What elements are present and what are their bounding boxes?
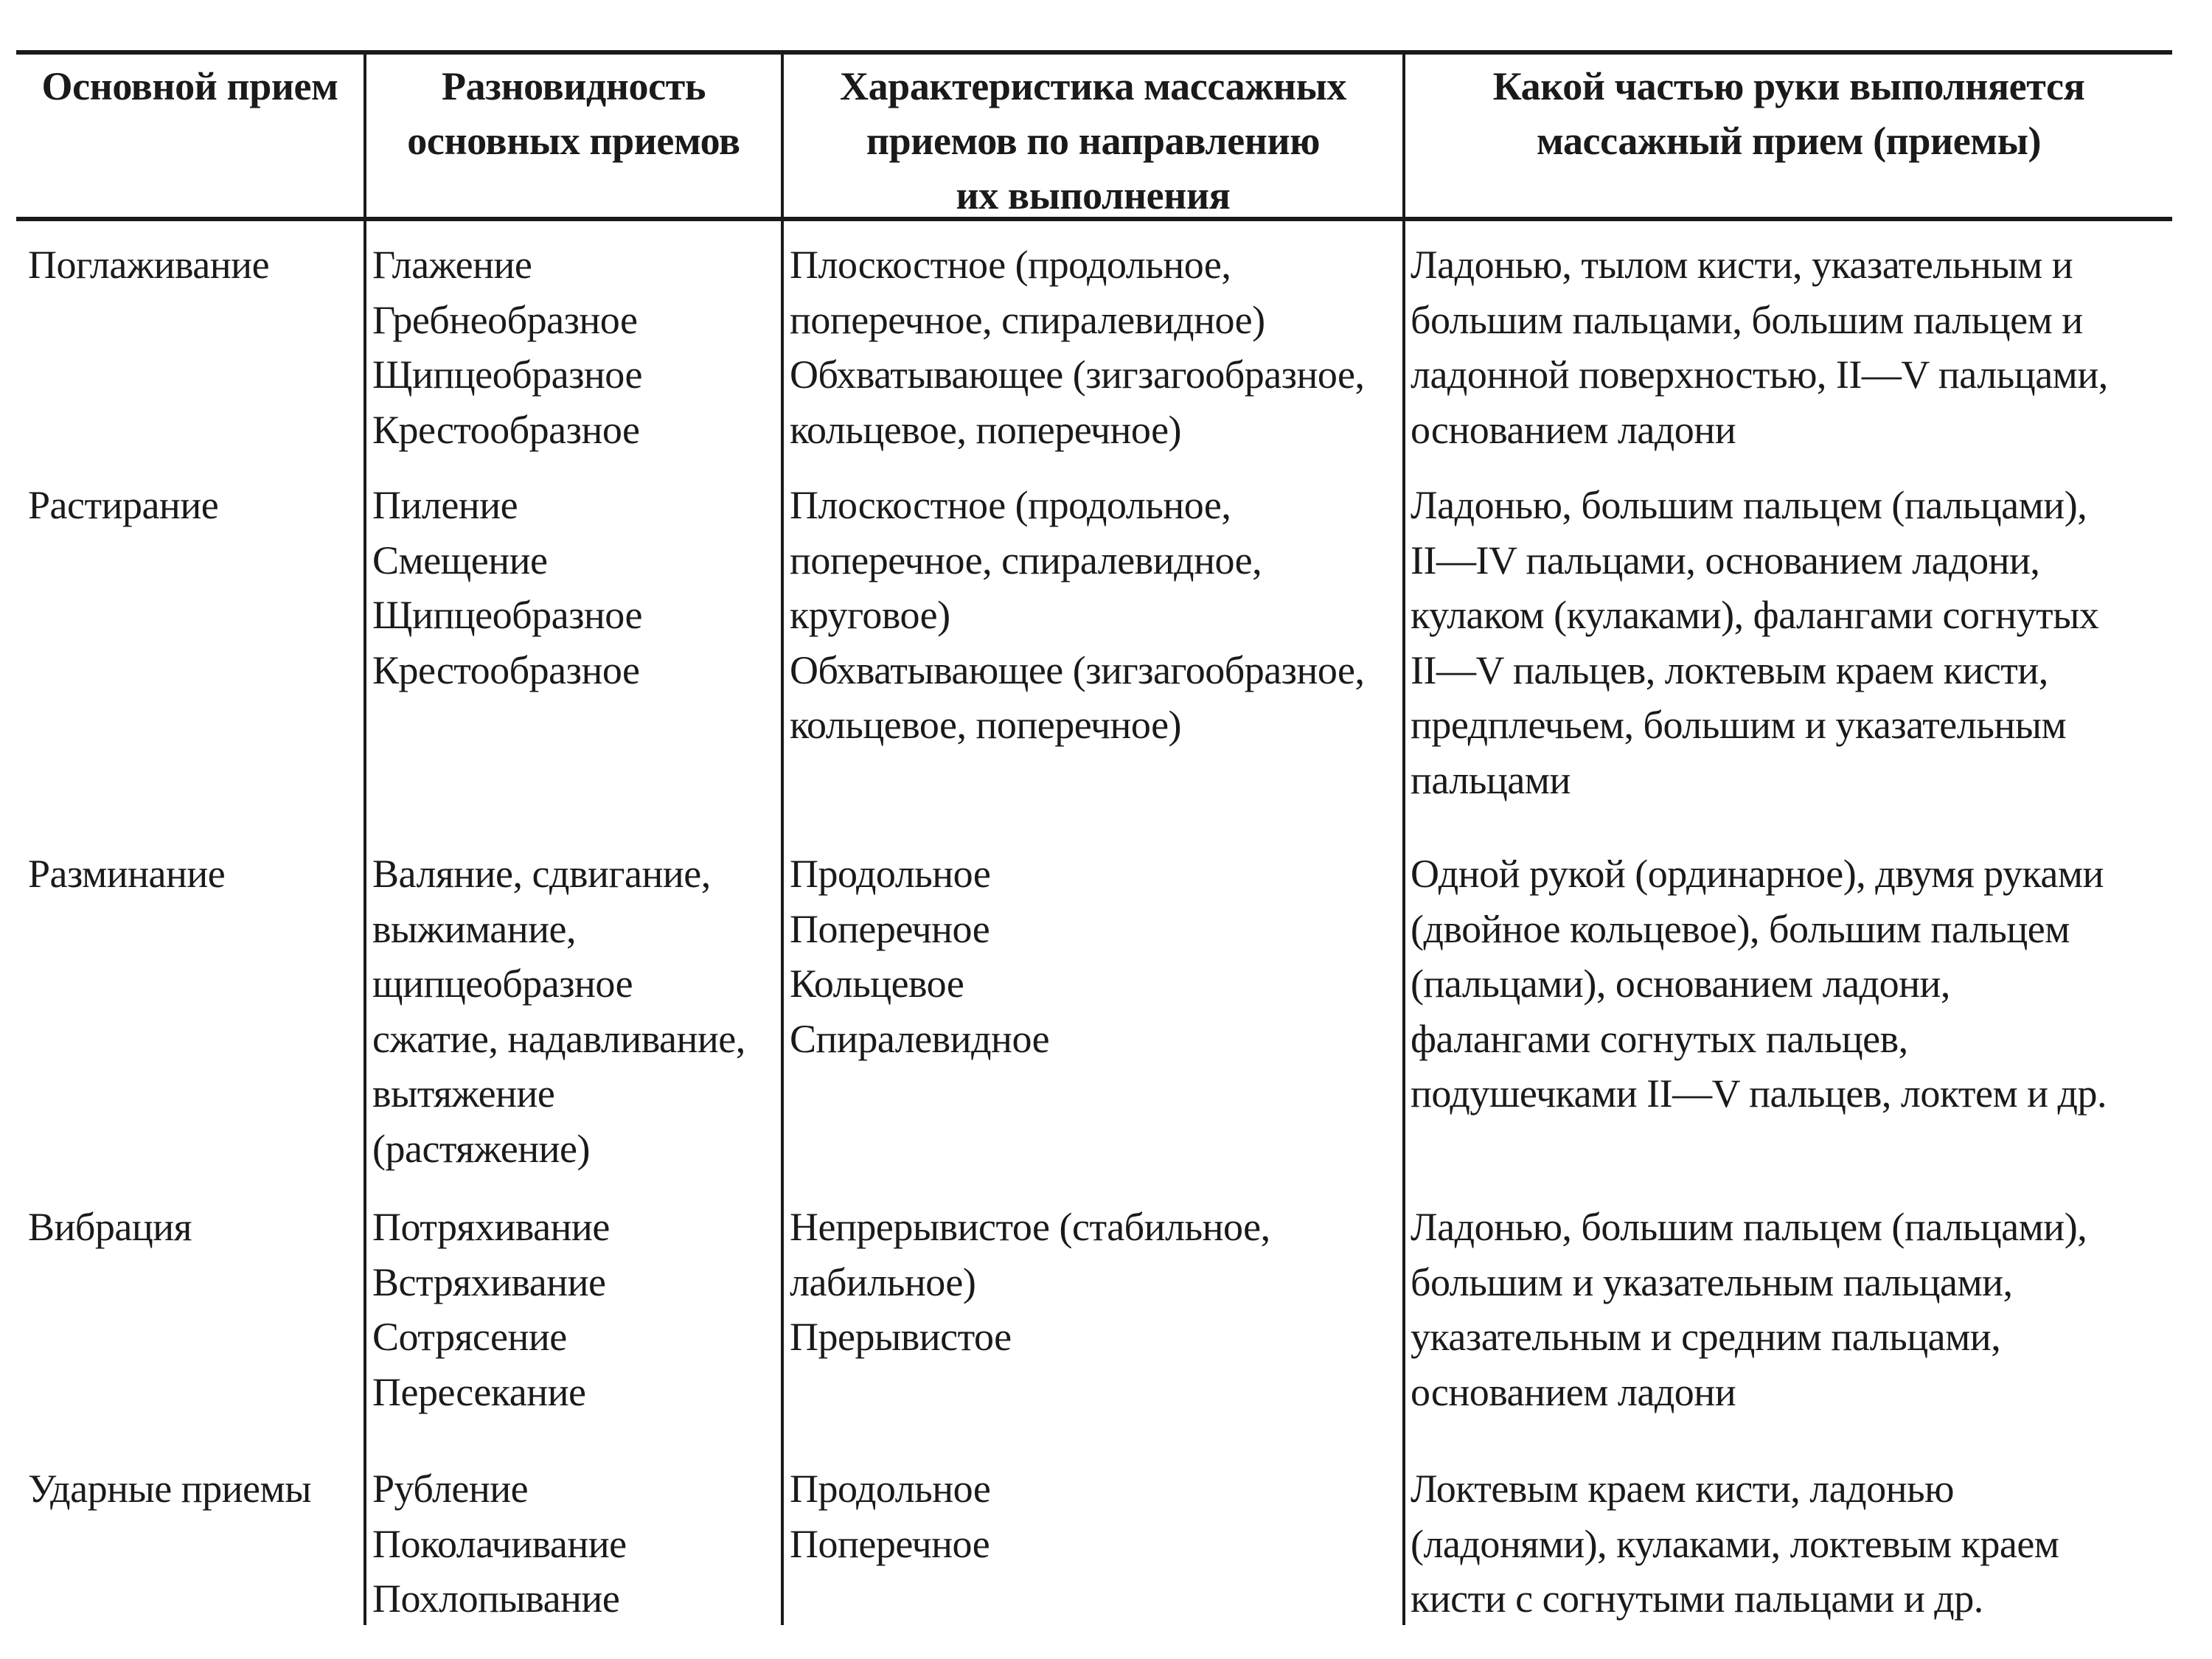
cell-direction: Плоскостное (продольное, поперечное, спиралевидное, круговое) Обхватывающее (зигзагообразное, кольцевое, поперечное) xyxy=(790,483,1365,747)
cell-direction: Продольное Поперечное xyxy=(790,1467,991,1566)
cell-hand-part: Локтевым краем кисти, ладонью (ладонями), кулаками, локтевым краем кисти с согнутыми пальцами и др. xyxy=(1411,1467,2059,1621)
cell-technique: Разминание xyxy=(28,852,226,896)
cell-hand-part: Одной рукой (ординарное), двумя руками (двойное кольцевое), большим пальцем (пальцами), основанием ладони, фалангами согнутых пальцев, подушечками II—V пальцев, локтем и др. xyxy=(1411,852,2107,1116)
cell-technique: Поглаживание xyxy=(28,243,270,287)
cell-direction: Плоскостное (продольное, поперечное, спиралевидное) Обхватывающее (зигзагообразное, кольцевое, поперечное) xyxy=(790,243,1365,452)
column-divider xyxy=(364,55,366,1625)
cell-variants: Потряхивание Встряхивание Сотрясение Пересекание xyxy=(372,1205,610,1414)
column-divider xyxy=(1402,55,1405,1625)
header-direction: Характеристика массажных приемов по направлению их выполнения xyxy=(839,64,1347,218)
header-variants: Разновидность основных приемов xyxy=(407,64,740,163)
cell-variants: Глажение Гребнеобразное Щипцеобразное Крестообразное xyxy=(372,243,642,452)
column-divider xyxy=(781,55,784,1625)
cell-technique: Растирание xyxy=(28,483,219,527)
table-top-rule xyxy=(16,50,2172,55)
cell-direction: Продольное Поперечное Кольцевое Спиралевидное xyxy=(790,852,1050,1061)
cell-variants: Пиление Смещение Щипцеобразное Крестообразное xyxy=(372,483,642,692)
cell-technique: Вибрация xyxy=(28,1205,192,1249)
cell-variants: Рубление Поколачивание Похлопывание xyxy=(372,1467,627,1621)
cell-direction: Непрерывистое (стабильное, лабильное) Прерывистое xyxy=(790,1205,1270,1359)
cell-hand-part: Ладонью, тылом кисти, указательным и большим пальцами, большим пальцем и ладонной поверхностью, II—V пальцами, основанием ладони xyxy=(1411,243,2108,452)
cell-hand-part: Ладонью, большим пальцем (пальцами), II—IV пальцами, основанием ладони, кулаком (кулаками), фалангами согнутых II—V пальцев, локтевым краем кисти, предплечьем, большим и указательным пальцами xyxy=(1411,483,2099,802)
cell-technique: Ударные приемы xyxy=(28,1467,311,1511)
cell-hand-part: Ладонью, большим пальцем (пальцами), большим и указательным пальцами, указательным и средним пальцами, основанием ладони xyxy=(1411,1205,2087,1414)
cell-variants: Валяние, сдвигание, выжимание, щипцеобразное сжатие, надавливание, вытяжение (растяжение) xyxy=(372,852,745,1171)
header-technique: Основной прием xyxy=(41,64,338,108)
header-hand-part: Какой частью руки выполняется массажный прием (приемы) xyxy=(1492,64,2085,163)
